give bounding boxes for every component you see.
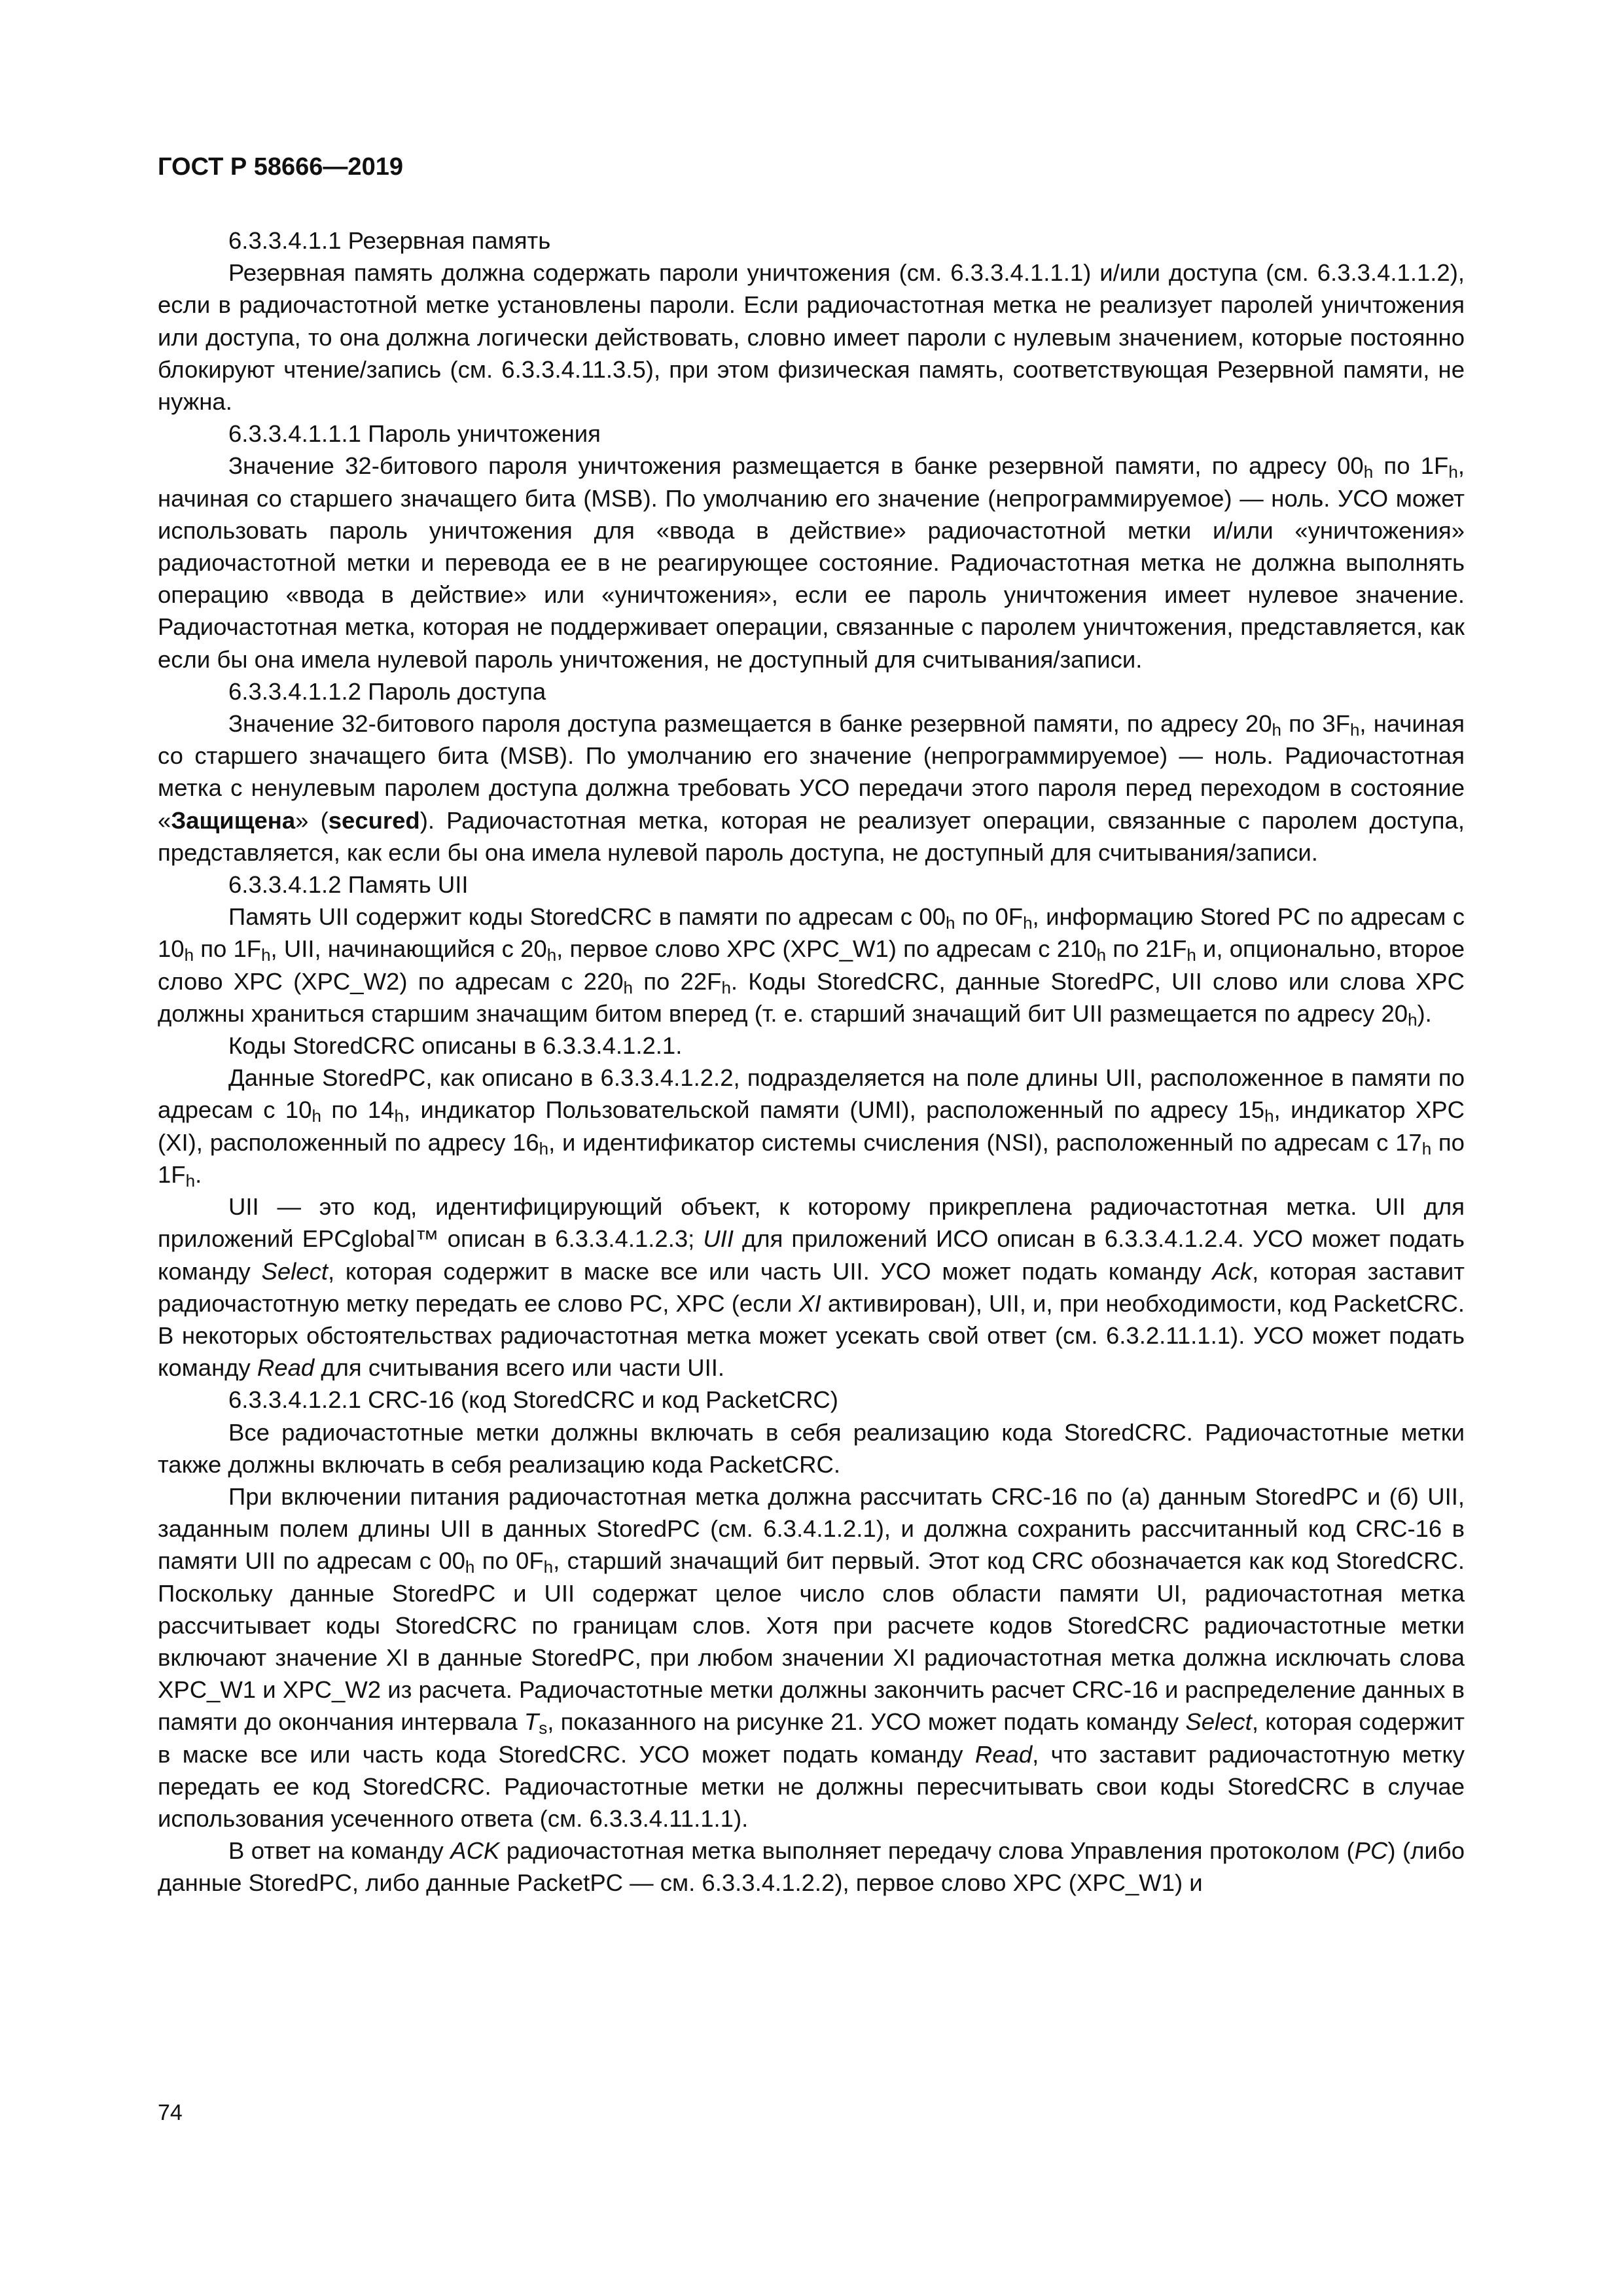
text-run: по 0F: [474, 1547, 544, 1575]
subscript: h: [312, 1106, 321, 1126]
text-run: » (: [295, 806, 329, 834]
italic-term: PC: [1354, 1837, 1388, 1865]
text-run: по 1F: [158, 1128, 1465, 1188]
paragraph-ack-response: [158, 1835, 1465, 1899]
subscript: h: [394, 1106, 404, 1126]
text-run: , индикатор Пользовательской памяти (UMI), расположенный по адресу 15: [403, 1096, 1265, 1124]
subscript: s: [539, 1718, 548, 1738]
paragraph-storedcrc-reference: Коды StoredCRC описаны в 6.3.3.4.1.2.1.: [228, 1032, 683, 1060]
subscript: h: [1023, 913, 1033, 933]
text-run: по 22F: [633, 967, 722, 995]
section-heading-uii-memory: 6.3.3.4.1.2 Память UII: [228, 871, 469, 899]
paragraph-uii-memory-layout: [158, 901, 1465, 1030]
secured-state-en: secured: [328, 806, 420, 834]
text-run: В ответ на команду: [228, 1837, 451, 1865]
text-run: . Коды StoredCRC, данные StoredPC, UII слово или слова XPC должны храниться старшим значащим битом вперед (т. е. старший значащий бит UII размещается по адресу 20: [158, 967, 1465, 1027]
command-ack: Ack: [1212, 1257, 1253, 1285]
subscript: h: [1272, 720, 1281, 740]
section-heading-crc16: 6.3.3.4.1.2.1 CRC-16 (код StoredCRC и код PacketCRC): [228, 1386, 838, 1414]
subscript: h: [721, 977, 731, 997]
command-read: Read: [974, 1740, 1033, 1768]
text-run: UII — это код, идентифицирующий объект, к которому прикреплена радиочастотная метка. UII для приложений EPCglobal™ описан в 6.3.3.4.1.2.3;: [158, 1193, 1465, 1253]
subscript: h: [1408, 1009, 1418, 1030]
text-run: Значение 32-битового пароля доступа размещается в банке резервной памяти, по адресу 20: [228, 710, 1272, 738]
text-run: , которая содержит в маске все или часть UII. УСО может подать команду: [327, 1257, 1213, 1285]
text-run: по 3F: [1281, 710, 1350, 738]
document-body: [158, 224, 1465, 1899]
italic-term: XI: [798, 1289, 821, 1317]
text-run: активирован), UII, и, при необходимости, код PacketCRC. В некоторых обстоятельствах радиочастотная метка может усекать свой ответ (см. 6.3.2.11.1.1). УСО может подать команду: [158, 1289, 1465, 1382]
command-select: Select: [1185, 1708, 1252, 1736]
text-run: по 1F: [1373, 452, 1449, 480]
text-run: ). Радиочастотная метка, которая не реализует операции, связанные с паролем доступа, представляется, как если бы она имела нулевой пароль доступа, не доступный для считывания/записи.: [158, 806, 1465, 866]
text-run: радиочастотная метка выполняет передачу слова Управления протоколом (: [499, 1837, 1355, 1865]
text-run: , информацию Stored PC по адресам с 10: [158, 903, 1465, 963]
subscript: h: [184, 945, 194, 965]
paragraph-access-password: [158, 708, 1465, 869]
text-run: и, опционально, второе слово XPC (XPC_W2) по адресам с 220: [158, 935, 1465, 995]
text-run: Память UII содержит коды StoredCRC в памяти по адресам с 00: [228, 903, 946, 931]
text-run: по 21F: [1106, 935, 1187, 963]
subscript: h: [1096, 945, 1107, 965]
text-run: ).: [1417, 999, 1432, 1027]
text-run: , что заставит радиочастотную метку передать ее код StoredCRC. Радиочастотные метки не должны пересчитывать свои коды StoredCRC в случае использования усеченного ответа (см. 6.3.3.4.11.1.1).: [158, 1740, 1465, 1832]
command-ack: ACK: [450, 1837, 500, 1865]
page-number: 74: [158, 2100, 183, 2125]
text-run: , показанного на рисунке 21. УСО может подать команду: [547, 1708, 1186, 1736]
subscript: h: [1264, 1106, 1274, 1126]
text-run: , начиная со старшего значащего бита (MSB). По умолчанию его значение (непрограммируемое) — ноль. УСО может использовать пароль уничтожения для «ввода в действие» радиочастотной метки и/или «уничтожения» радиочастотной метки и перевода ее в не реагирующее состояние. Радиочастотная метка не должна выполнять операцию «ввода в действие» или «уничтожения», если ее пароль уничтожения имеет нулевое значение. Радиочастотная метка, которая не поддерживает операции, связанные с паролем уничтожения, представляется, как если бы она имела нулевой пароль уничтожения, не доступный для считывания/записи.: [158, 452, 1465, 673]
paragraph-crc-implementation: Все радиочастотные метки должны включать в себя реализацию кода StoredCRC. Радиочастотные метки также должны включать в себя реализацию кода PacketCRC.: [158, 1418, 1465, 1478]
paragraph-storedpc-fields: [158, 1062, 1465, 1191]
document-id-header: ГОСТ Р 58666—2019: [158, 153, 403, 181]
subscript: h: [1186, 945, 1196, 965]
command-select: Select: [261, 1257, 328, 1285]
paragraph-kill-password: [158, 450, 1465, 675]
text-run: по 0F: [955, 903, 1024, 931]
paragraph-reserved-memory: Резервная память должна содержать пароли уничтожения (см. 6.3.3.4.1.1.1) и/или доступа (см. 6.3.3.4.1.1.2), если в радиочастотной метке установлены пароли. Если радиочастотная метка не реализует паролей уничтожения или доступа, то она должна логически действовать, словно имеет пароли с нулевым значением, которые постоянно блокируют чтение/запись (см. 6.3.3.4.11.3.5), при этом физическая память, соответствующая Резервной памяти, не нужна.: [158, 259, 1465, 416]
text-run: , и идентификатор системы счисления (NSI), расположенный по адресам с 17: [548, 1128, 1422, 1156]
text-run: по 1F: [194, 935, 262, 963]
text-run: для считывания всего или части UII.: [314, 1354, 725, 1382]
subscript: h: [1421, 1138, 1432, 1158]
subscript: h: [539, 1138, 549, 1158]
subscript: h: [946, 913, 955, 933]
subscript: h: [1363, 462, 1374, 482]
text-run: , начиная со старшего значащего бита (MSB). По умолчанию его значение (непрограммируемое) — ноль. Радиочастотная метка с ненулевым паролем доступа должна требовать УСО передачи этого пароля перед переходом в состояние «: [158, 710, 1465, 834]
subscript: h: [1448, 462, 1458, 482]
text-run: ) (либо данные StoredPC, либо данные PacketPC — см. 6.3.3.4.1.2.2), первое слово XPC (XPC_W1) и: [158, 1837, 1465, 1897]
text-run: , индикатор XPC (XI), расположенный по адресу 16: [158, 1096, 1465, 1156]
section-heading-kill-password: 6.3.3.4.1.1.1 Пароль уничтожения: [228, 420, 601, 448]
text-run: , первое слово XPC (XPC_W1) по адресам с 210: [556, 935, 1097, 963]
subscript: h: [185, 1170, 196, 1191]
command-read: Read: [257, 1354, 315, 1382]
section-heading-reserved-memory: 6.3.3.4.1.1 Резервная память: [228, 227, 551, 254]
subscript: h: [546, 945, 557, 965]
text-run: Значение 32-битового пароля уничтожения размещается в банке резервной памяти, по адресу 00: [228, 452, 1364, 480]
text-run: по 14: [321, 1096, 395, 1124]
subscript: h: [465, 1557, 475, 1577]
subscript: h: [543, 1557, 554, 1577]
secured-state-ru: Защищена: [171, 806, 296, 834]
subscript: h: [623, 977, 633, 997]
text-run: .: [195, 1160, 202, 1188]
text-run: При включении питания радиочастотная метка должна рассчитать CRC-16 по (а) данным StoredPC и (б) UII, заданным полем длины UII в данных StoredPC (см. 6.3.4.1.2.1), и должна сохранить рассчитанный код CRC-16 в памяти UII по адресам с 00: [158, 1482, 1465, 1575]
text-run: , UII, начинающийся с 20: [270, 935, 547, 963]
text-run: , старший значащий бит первый. Этот код CRC обозначается как код StoredCRC. Поскольку данные StoredPC и UII содержат целое число слов области памяти UI, радиочастотная метка рассчитывает коды StoredCRC по границам слов. Хотя при расчете кодов StoredCRC радиочастотные метки включают значение XI в данные StoredPC, при любом значении XI радиочастотная метка должна исключать слова XPC_W1 и XPC_W2 из расчета. Радиочастотные метки должны закончить расчет CRC-16 и распределение данных в памяти до окончания интервала: [158, 1547, 1465, 1736]
text-run: , которая заставит радиочастотную метку передать ее слово PC, XPC (если: [158, 1257, 1465, 1317]
interval-symbol: T: [524, 1708, 539, 1736]
italic-term: UII: [703, 1225, 734, 1253]
text-run: для приложений ИСО описан в 6.3.3.4.1.2.4. УСО может подать команду: [158, 1225, 1465, 1285]
paragraph-crc-calculation: [158, 1480, 1465, 1835]
text-run: , которая содержит в маске все или часть кода StoredCRC. УСО может подать команду: [158, 1708, 1465, 1768]
paragraph-uii-definition: [158, 1191, 1465, 1384]
section-heading-access-password: 6.3.3.4.1.1.2 Пароль доступа: [228, 677, 546, 705]
text-run: Данные StoredPC, как описано в 6.3.3.4.1.2.2, подразделяется на поле длины UII, расположенное в памяти по адресам с 10: [158, 1064, 1465, 1124]
subscript: h: [1349, 720, 1360, 740]
subscript: h: [261, 945, 271, 965]
